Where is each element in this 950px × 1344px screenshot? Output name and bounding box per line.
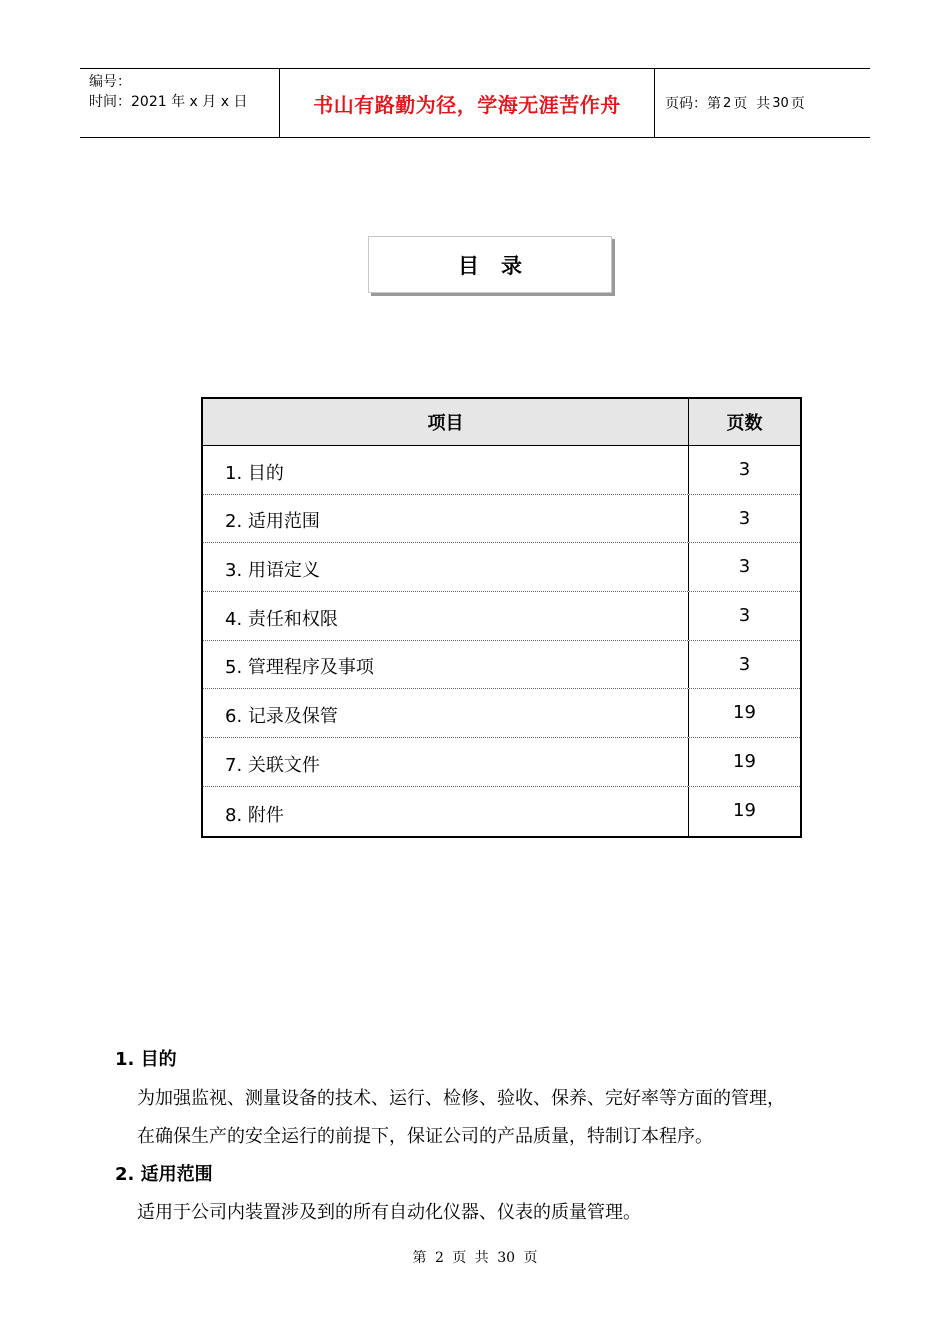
time-label: 时间：2021 年 x 月 x 日 (89, 94, 248, 110)
section-heading-purpose: 1. 目的 (115, 1049, 177, 1070)
toc-col-item: 项目 (203, 399, 689, 445)
toc-item: 6. 记录及保管 (203, 689, 689, 737)
page-total: 30 (772, 95, 789, 111)
header-motto: 书山有路勤为径，学海无涯苦作舟 (280, 69, 655, 137)
toc-col-pages: 页数 (726, 413, 763, 434)
table-row (203, 787, 800, 836)
toc-item: 1. 目的 (203, 446, 689, 494)
toc-header-row (203, 399, 800, 446)
header-page-info (655, 69, 870, 137)
table-row (203, 543, 800, 592)
toc-page: 19 (733, 799, 756, 821)
page-mid: 页 共 (733, 96, 771, 112)
toc-item: 2. 适用范围 (203, 495, 689, 543)
page-header (80, 68, 870, 138)
table-row (203, 592, 800, 641)
header-meta (80, 69, 280, 137)
toc-item: 5. 管理程序及事项 (203, 641, 689, 689)
toc-item: 4. 责任和权限 (203, 592, 689, 640)
code-label: 编号： (89, 74, 131, 90)
toc-title: 目录 (368, 236, 612, 293)
toc-table (201, 397, 802, 838)
table-row (203, 689, 800, 738)
toc-item: 3. 用语定义 (203, 543, 689, 591)
toc-page: 3 (738, 556, 751, 578)
section-text-purpose-1: 为加强监视、测量设备的技术、运行、检修、验收、保养、完好率等方面的管理， (137, 1088, 785, 1109)
section-heading-scope: 2. 适用范围 (115, 1164, 213, 1185)
page-footer: 第 2 页 共 30 页 (412, 1250, 538, 1266)
section-text-scope-1: 适用于公司内装置涉及到的所有自动化仪器、仪表的质量管理。 (137, 1202, 641, 1223)
toc-page: 19 (733, 751, 756, 773)
toc-page: 3 (738, 653, 751, 675)
toc-item: 8. 附件 (203, 787, 689, 836)
page-number: 2 (723, 95, 732, 111)
toc-page: 3 (738, 459, 751, 480)
section-text-purpose-2: 在确保生产的安全运行的前提下，保证公司的产品质量，特制订本程序。 (137, 1126, 713, 1147)
page-suffix: 页 (790, 96, 805, 112)
table-row (203, 738, 800, 787)
toc-page: 19 (733, 702, 756, 724)
table-row (203, 641, 800, 690)
toc-item: 7. 关联文件 (203, 738, 689, 786)
toc-page: 3 (738, 507, 751, 529)
table-row (203, 495, 800, 544)
page-prefix: 页码：第 (665, 96, 721, 112)
table-row (203, 446, 800, 495)
toc-page: 3 (738, 605, 751, 627)
